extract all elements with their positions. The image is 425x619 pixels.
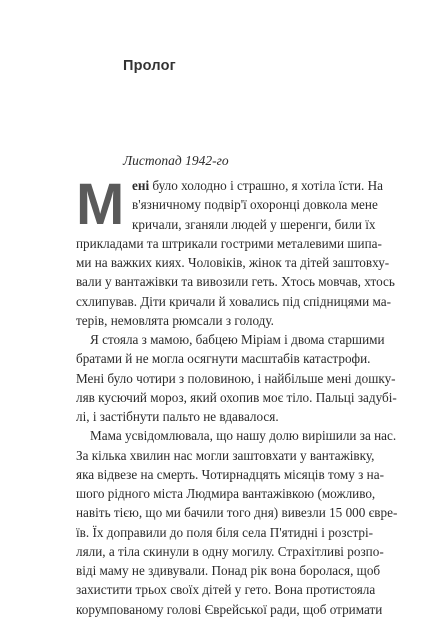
text-line: вали у вантажівки та вивозили геть. Хтось мовчав, хтось (76, 274, 395, 290)
text-line: захистити трьох своїх дітей у гето. Вона протистояла (76, 582, 376, 598)
text-line: прикладами та штрикали гострими металевими шипа- (76, 235, 382, 251)
text-line: яка відвезе на смерть. Чотирнадцять місяців тому з на- (76, 466, 384, 482)
text-line: ми на важких киях. Чоловіків, жінок та дітей заштовху- (76, 255, 390, 270)
text-line: навіть тією, що ми бачили того дня) вивезли 15 000 євре- (76, 505, 398, 521)
text-line: шого рідного міста Людмира вантажівкою (можливо, (76, 486, 376, 501)
text-line: ляв кусючий мороз, який охопив моє тіло. Пальці задубі- (76, 389, 397, 405)
text-line: корумпованому голові Єврейської ради, щоб отримати (76, 601, 383, 617)
text-line: ені було холодно і страшно, я хотіла їсти. На (132, 178, 384, 193)
first-word-rest: ені (132, 178, 150, 193)
text-line: віді маму не здивували. Понад рік вона боролася, щоб (76, 563, 381, 578)
text-line: братами й не могла осягнути масштабів катастрофи. (76, 351, 371, 367)
chapter-title: Пролог (123, 58, 176, 74)
text-line: лі, і застібнути пальто не вдавалося. (76, 409, 279, 424)
text-line: в'язничному подвір'ї охоронці довкола мене (132, 197, 378, 213)
text-line: ляли, а тіла скинули в одну могилу. Страхітливі розпо- (76, 543, 384, 559)
text-line: Мені було чотири з половиною, і найбільше мені дошку- (76, 370, 396, 386)
text-line: Мама усвідомлювала, що нашу долю вирішили за нас. (90, 428, 397, 444)
drop-cap: М (76, 172, 125, 237)
text-line: кричали, зганяли людей у шеренги, били їх (132, 216, 376, 232)
text-line: їв. Їх доправили до поля біля села П'ятидні і розстрі- (76, 524, 374, 540)
text-line: За кілька хвилин нас могли заштовхати у вантажівку, (76, 447, 375, 463)
text-line: терів, немовлята рюмсали з голоду. (76, 312, 274, 328)
paragraph-2 (76, 330, 397, 426)
paragraph-3 (76, 426, 398, 619)
body-text (76, 172, 398, 619)
text-line: Я стояла з мамою, бабцею Міріам і двома старшими (90, 332, 385, 347)
text-line: схлипував. Діти кричали й ховались під спідницями ма- (76, 293, 391, 309)
dateline: Листопад 1942-го (123, 153, 229, 168)
